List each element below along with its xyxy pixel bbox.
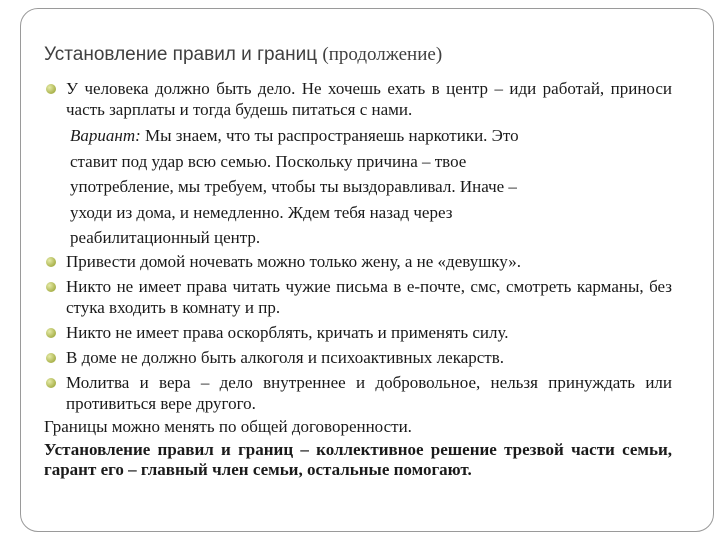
bullet-icon: [46, 353, 56, 363]
bullet-icon: [46, 257, 56, 267]
bullet-icon: [46, 328, 56, 338]
variant-line: реабилитационный центр.: [70, 228, 261, 247]
title-main: Установление правил и границ: [44, 44, 318, 65]
list-item: [44, 372, 672, 414]
slide-title: [44, 44, 442, 66]
slide-content: [44, 78, 672, 480]
bullet-text: Привести домой ночевать можно только жену, а не «девушку».: [66, 251, 521, 271]
note-text: Границы можно менять по общей договоренности.: [44, 416, 412, 436]
bullet-icon: [46, 84, 56, 94]
bullet-text: У человека должно быть дело. Не хочешь ехать в центр – иди работай, приноси часть зарплаты и тогда будешь питаться с нами.: [66, 79, 672, 119]
variant-block: [44, 123, 672, 251]
bullet-text: Никто не имеет права читать чужие письма в е-почте, смс, смотреть карманы, без стука входить в комнату и пр.: [66, 276, 672, 317]
title-sub: (продолжение): [322, 44, 443, 65]
list-item: [44, 347, 672, 368]
variant-line: ставит под удар всю семью. Поскольку причина – твое: [70, 151, 467, 171]
bullet-text: Молитва и вера – дело внутреннее и добровольное, нельзя принуждать или противиться вере другого.: [66, 372, 672, 413]
list-item: [44, 251, 672, 272]
bullet-icon: [46, 378, 56, 388]
bullet-text: В доме не должно быть алкоголя и психоактивных лекарств.: [66, 347, 504, 367]
variant-label: Вариант:: [70, 126, 141, 145]
variant-text: Мы знаем, что ты распространяешь наркотики. Это: [145, 126, 519, 145]
variant-line: употребление, мы требуем, чтобы ты выздоравливал. Иначе –: [70, 177, 517, 196]
list-item: [44, 322, 672, 343]
bullet-icon: [46, 282, 56, 292]
bullet-text: Никто не имеет права оскорблять, кричать и применять силу.: [66, 322, 509, 342]
list-item: [44, 78, 672, 120]
list-item: [44, 276, 672, 318]
conclusion-text: Установление правил и границ – коллективное решение трезвой части семьи, гарант его – главный член семьи, остальные помогают.: [44, 439, 672, 479]
variant-line: [70, 123, 672, 149]
variant-line: уходи из дома, и немедленно. Ждем тебя назад через: [70, 202, 453, 222]
